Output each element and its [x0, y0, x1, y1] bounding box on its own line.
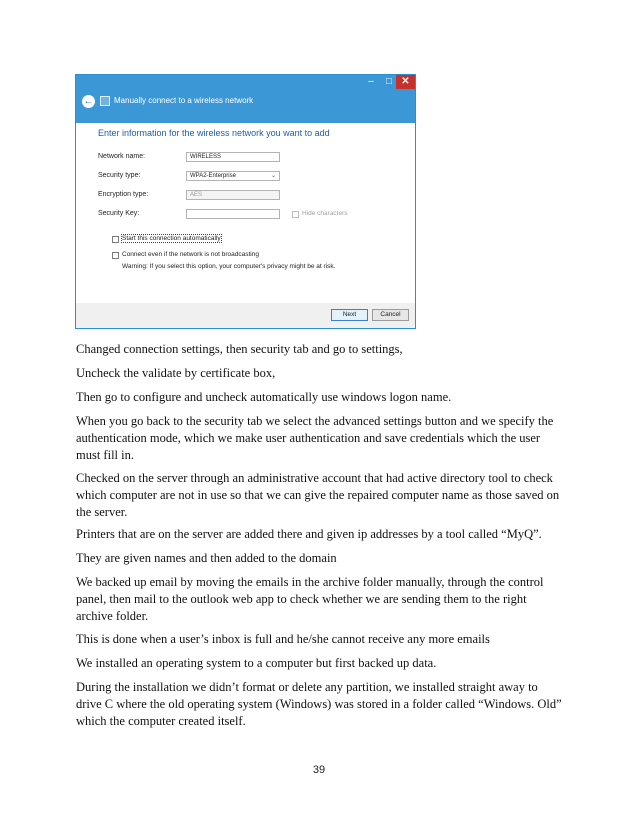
minimize-icon[interactable]: –: [368, 76, 374, 87]
connect-not-broadcasting-checkbox[interactable]: [112, 252, 119, 259]
security-key-label: Security Key:: [98, 210, 140, 217]
paragraph-6: Printers that are on the server are added there and given ip addresses by a tool called “MyQ”.: [76, 527, 542, 541]
start-automatically-label: Start this connection automatically: [122, 235, 221, 242]
security-type-label: Security type:: [98, 172, 141, 179]
security-key-input[interactable]: [186, 209, 280, 219]
cancel-button[interactable]: Cancel: [372, 309, 409, 321]
privacy-warning: Warning: If you select this option, your computer's privacy might be at risk.: [122, 263, 336, 270]
encryption-type-select[interactable]: AES: [186, 190, 280, 200]
paragraph-7: They are given names and then added to the domain: [76, 551, 337, 565]
security-type-select[interactable]: [186, 171, 280, 181]
dialog-heading: Enter information for the wireless network you want to add: [98, 128, 330, 138]
network-icon: [100, 96, 110, 106]
maximize-icon[interactable]: □: [385, 76, 393, 87]
paragraph-9: This is done when a user’s inbox is full and he/she cannot receive any more emails: [76, 632, 490, 646]
paragraph-1: Changed connection settings, then security tab and go to settings,: [76, 342, 403, 356]
paragraph-3: Then go to configure and uncheck automatically use windows logon name.: [76, 390, 452, 404]
dialog-title: Manually connect to a wireless network: [114, 96, 254, 105]
dialog-titlebar: [76, 75, 415, 123]
security-type-value: WPA2-Enterprise: [190, 173, 236, 179]
paragraph-11: During the installation we didn’t format or delete any partition, we installed straight away to drive C where the old operating system (Windows) was stored in a folder called “Windows. Old” which the computer created itself.: [76, 680, 562, 728]
dialog-content: [76, 123, 415, 303]
connect-not-broadcasting-label: Connect even if the network is not broadcasting: [122, 251, 259, 258]
encryption-type-label: Encryption type:: [98, 191, 149, 198]
wireless-network-dialog: [75, 74, 416, 329]
page-number: 39: [312, 764, 326, 776]
chevron-down-icon: ⌄: [270, 173, 276, 179]
network-name-input[interactable]: WIRELESS: [186, 152, 280, 162]
back-arrow-icon[interactable]: ←: [83, 96, 94, 107]
paragraph-4: When you go back to the security tab we select the advanced settings button and we specify the authentication mode, which we make user authentication and save credentials which the user must fill in.: [76, 414, 554, 462]
hide-characters-label: Hide characters: [302, 210, 348, 217]
paragraph-5: Checked on the server through an administrative account that had active directory tool to check which computer are not in use so that we can give the repaired computer name as those saved on the server.: [76, 471, 560, 519]
hide-characters-checkbox[interactable]: [292, 211, 299, 218]
network-name-label: Network name:: [98, 153, 146, 160]
close-icon[interactable]: ✕: [396, 75, 415, 89]
paragraph-2: Uncheck the validate by certificate box,: [76, 366, 276, 380]
paragraph-10: We installed an operating system to a computer but first backed up data.: [76, 656, 437, 670]
next-button[interactable]: Next: [331, 309, 368, 321]
start-automatically-checkbox[interactable]: [112, 236, 119, 243]
paragraph-8: We backed up email by moving the emails in the archive folder manually, through the control panel, then mail to the outlook web app to check whether we are sending them to the right archive folder.: [76, 575, 544, 623]
